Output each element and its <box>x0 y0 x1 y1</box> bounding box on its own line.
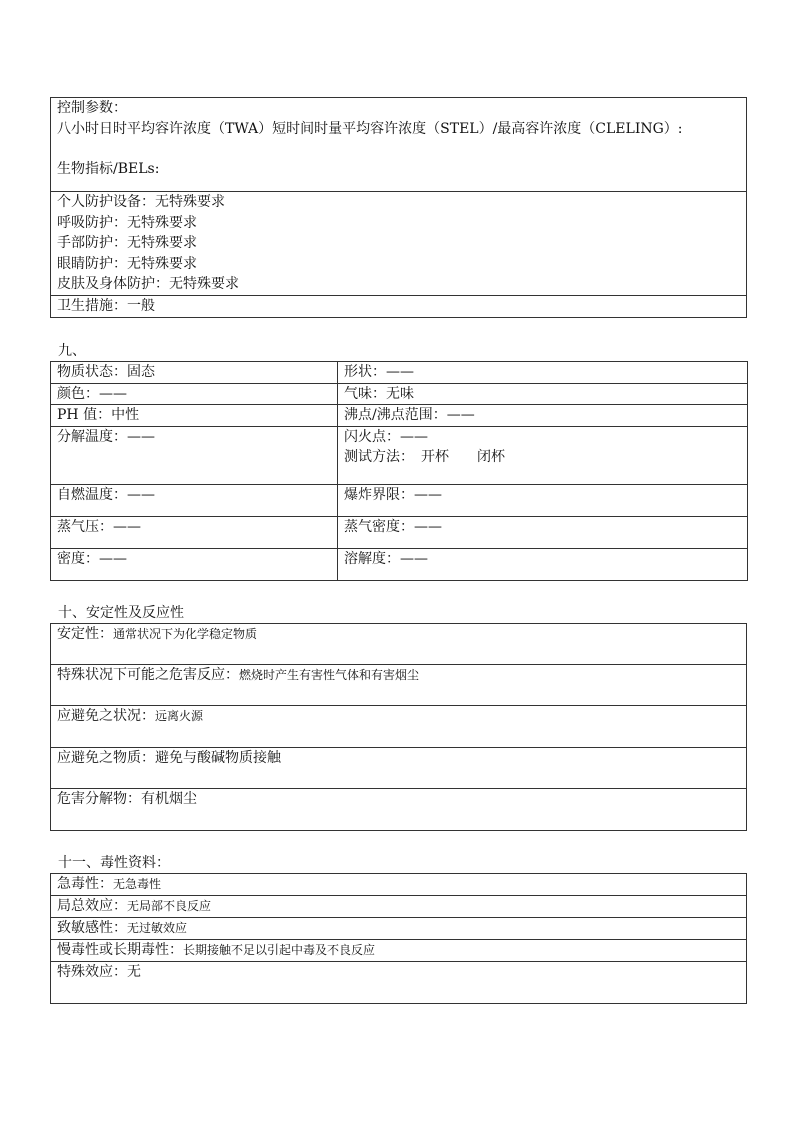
vapor-density-cell: 蒸气密度：—— <box>338 516 748 548</box>
special-effect-cell: 特殊效应：无 <box>51 961 747 1003</box>
control-params-cell <box>51 98 747 192</box>
section9-title: 九、 <box>58 343 86 359</box>
density-cell: 密度：—— <box>51 548 338 580</box>
exposure-control-table <box>50 97 747 318</box>
state-cell: 物质状态：固态 <box>51 362 338 384</box>
solubility-cell: 溶解度：—— <box>338 548 748 580</box>
odor-cell: 气味：无味 <box>338 383 748 405</box>
ppe-respiratory: 呼吸防护：无特殊要求 <box>57 214 197 231</box>
avoid-conditions-cell <box>51 705 747 747</box>
acute-toxicity-label: 急毒性： <box>57 875 113 892</box>
sensitization-cell <box>51 917 747 939</box>
ppe-skin: 皮肤及身体防护：无特殊要求 <box>57 276 239 292</box>
hygiene-cell: 卫生措施：一般 <box>51 296 747 318</box>
decomposition-products-cell: 危害分解物：有机烟尘 <box>51 788 747 830</box>
boiling-cell: 沸点/沸点范围：—— <box>338 405 748 427</box>
section10-title: 十、安定性及反应性 <box>58 604 184 621</box>
local-effect-value: 无局部不良反应 <box>127 898 212 913</box>
bels-label: 生物指标/BELs: <box>57 161 160 177</box>
section11-title: 十一、毒性资料： <box>58 854 170 871</box>
test-method-label: 测试方法： 开杯 闭杯 <box>344 449 505 465</box>
flash-point-label: 闪火点：—— <box>344 428 428 445</box>
ppe-equipment: 个人防护设备：无特殊要求 <box>57 194 225 210</box>
chronic-toxicity-value: 长期接触不足以引起中毒及不良反应 <box>183 942 376 957</box>
stability-value: 通常状况下为化学稳定物质 <box>113 626 258 641</box>
chronic-toxicity-label: 慢毒性或长期毒性： <box>57 941 183 958</box>
hazard-reaction-label: 特殊状况下可能之危害反应： <box>57 666 239 683</box>
physical-properties-table <box>50 361 748 581</box>
avoid-conditions-label: 应避免之状况： <box>57 707 155 724</box>
local-effect-cell <box>51 895 747 917</box>
autoignition-cell: 自燃温度：—— <box>51 484 338 516</box>
stability-cell <box>51 623 747 664</box>
local-effect-label: 局总效应： <box>57 897 127 914</box>
document-page <box>50 97 747 1004</box>
decomp-temp-cell: 分解温度：—— <box>51 426 338 484</box>
toxicology-table <box>50 873 747 1004</box>
vapor-pressure-cell: 蒸气压：—— <box>51 516 338 548</box>
stability-label: 安定性： <box>57 625 113 642</box>
avoid-conditions-value: 远离火源 <box>155 708 204 723</box>
control-params-label: 控制参数： <box>57 100 127 116</box>
acute-toxicity-value: 无急毒性 <box>113 876 162 891</box>
color-cell: 颜色：—— <box>51 383 338 405</box>
sensitization-value: 无过敏效应 <box>127 920 188 935</box>
ppe-hand: 手部防护：无特殊要求 <box>57 235 197 251</box>
ppe-eye: 眼睛防护：无特殊要求 <box>57 255 197 272</box>
ppe-cell <box>51 192 747 296</box>
chronic-toxicity-cell <box>51 939 747 961</box>
explosion-limit-cell: 爆炸界限：—— <box>338 484 748 516</box>
shape-cell: 形状：—— <box>338 362 748 384</box>
hazard-reaction-value: 燃烧时产生有害性气体和有害烟尘 <box>239 667 420 682</box>
sensitization-label: 致敏感性： <box>57 919 127 936</box>
stability-table <box>50 623 747 831</box>
flash-point-cell <box>338 426 748 484</box>
avoid-materials-cell: 应避免之物质：避免与酸碱物质接触 <box>51 747 747 788</box>
acute-toxicity-cell <box>51 873 747 895</box>
twa-stel-line: 八小时日时平均容许浓度（TWA）短时间时量平均容许浓度（STEL）/最高容许浓度（CLELING）: <box>57 120 683 137</box>
ph-cell: PH 值：中性 <box>51 405 338 427</box>
hazard-reaction-cell <box>51 664 747 705</box>
